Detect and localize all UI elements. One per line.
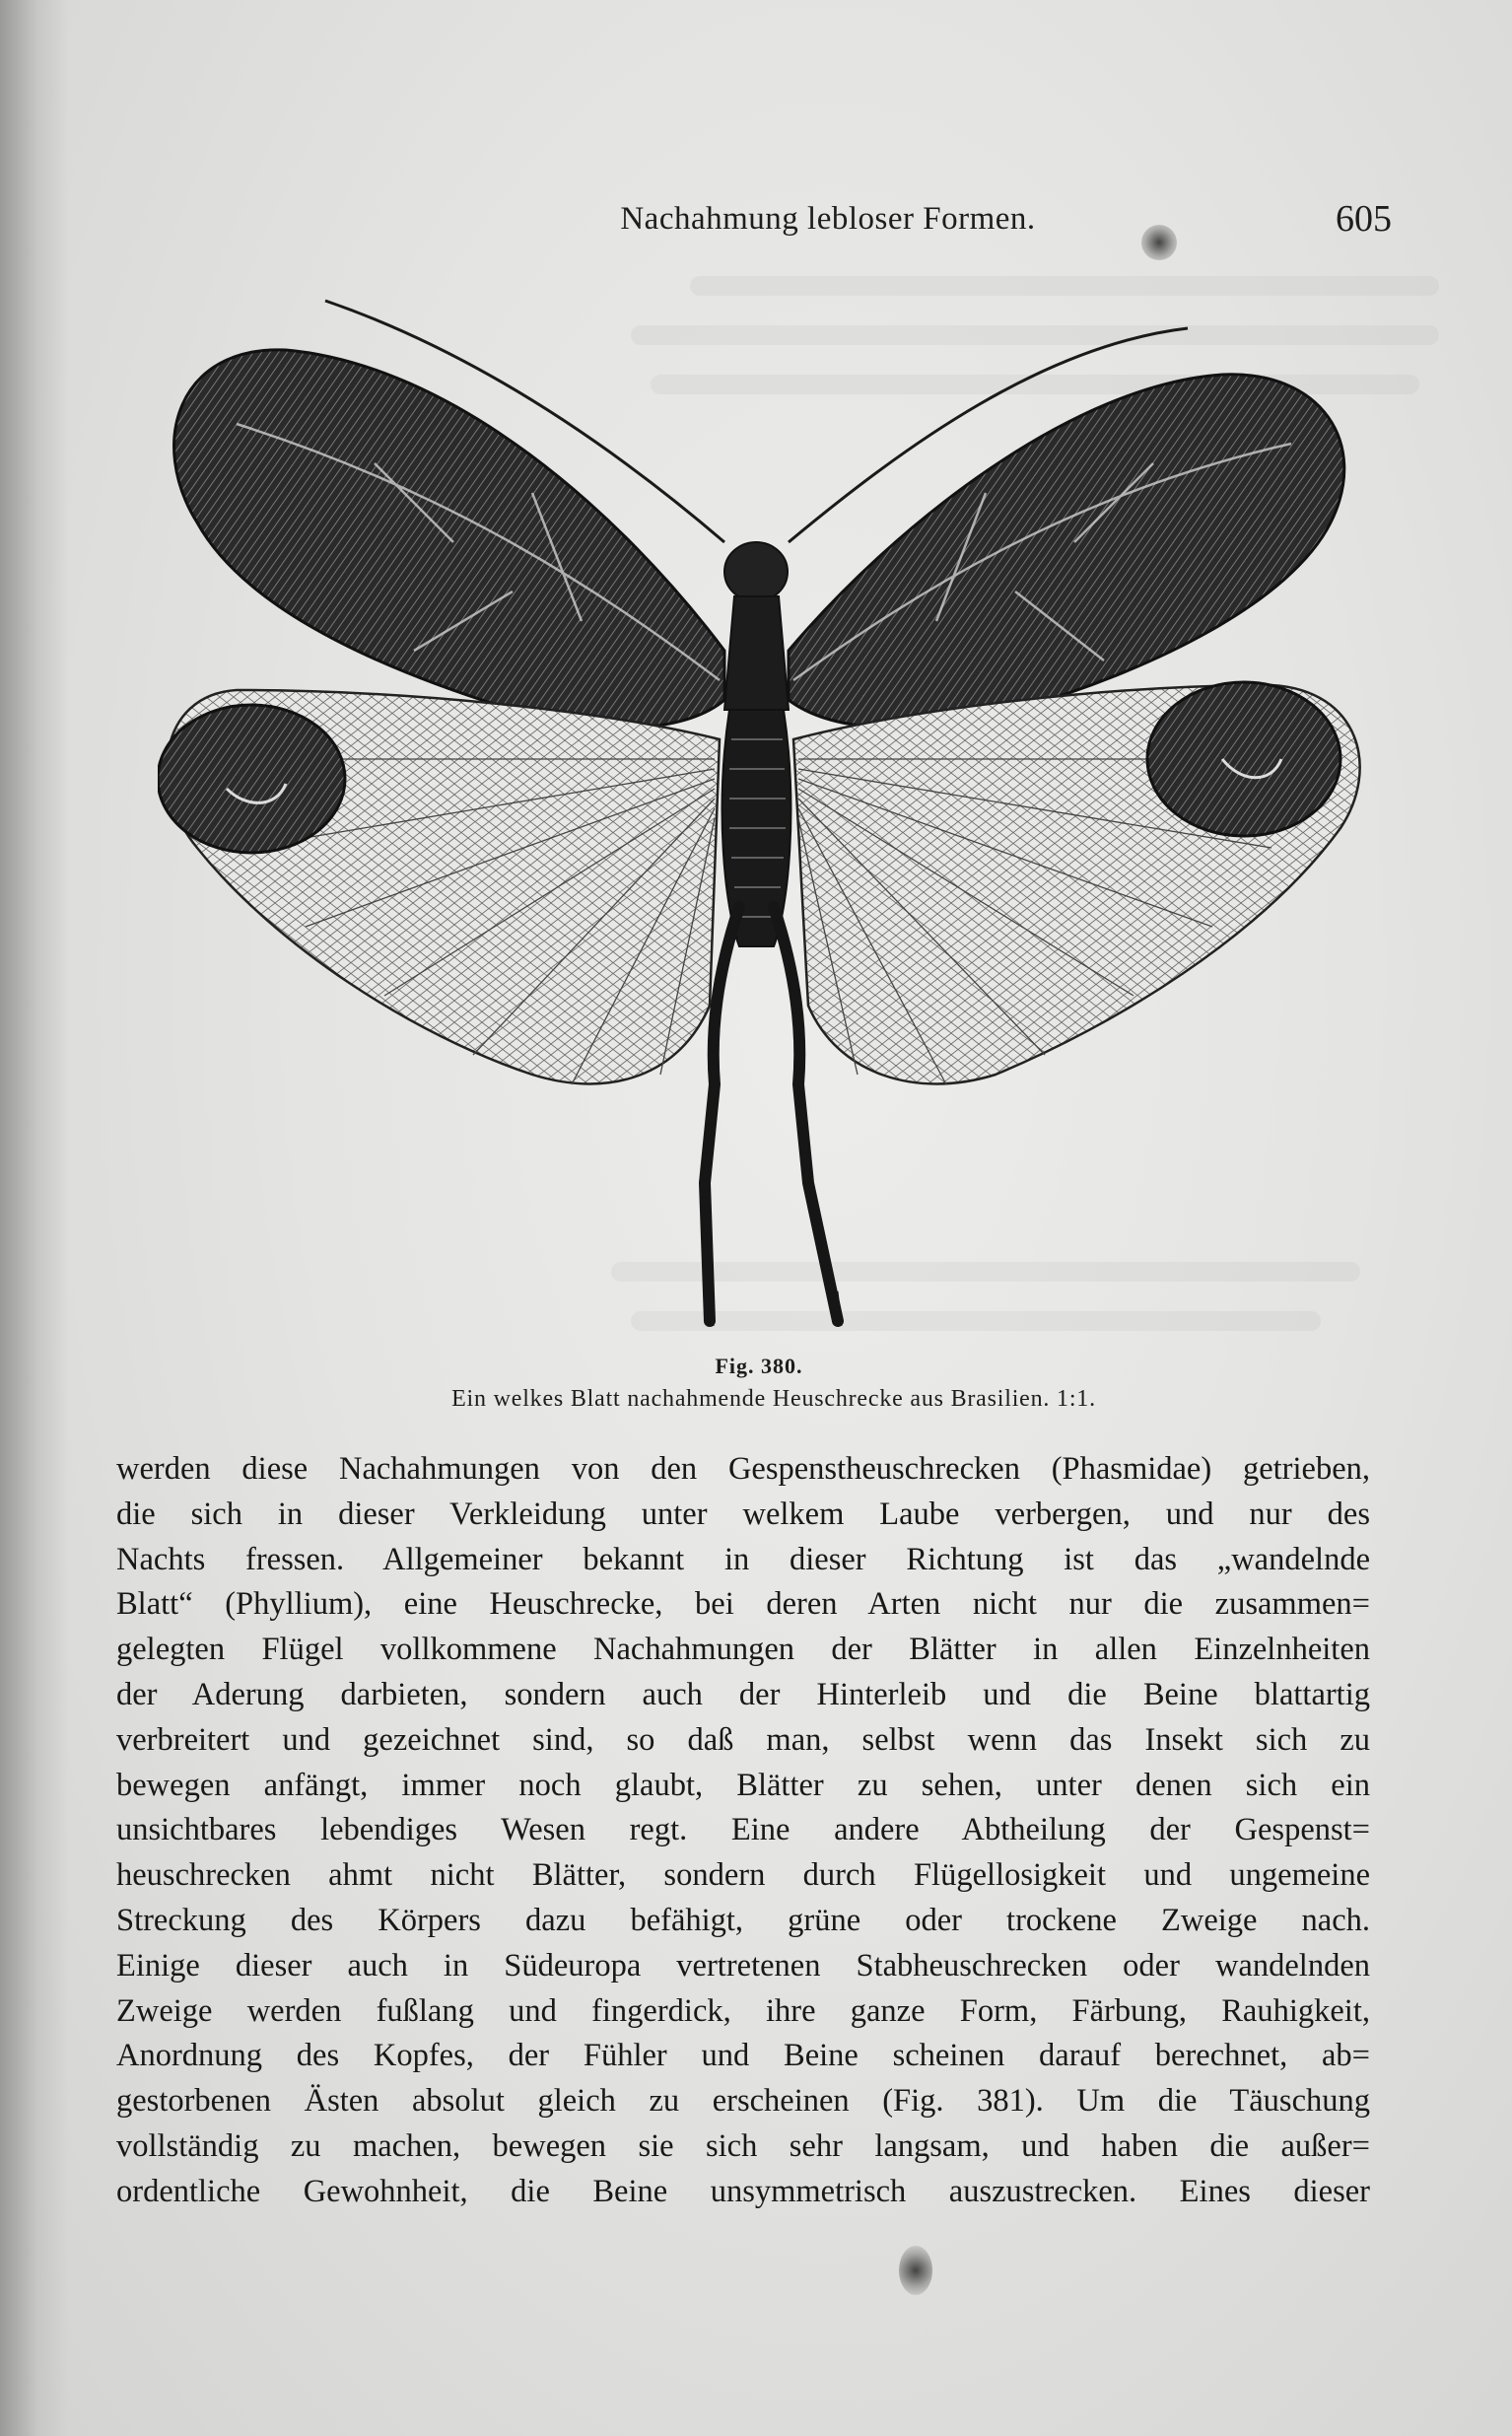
text-line: vollständig zu machen, bewegen sie sich sehr langsam, und haben die außer=: [116, 2127, 1370, 2164]
page-number: 605: [1336, 198, 1392, 240]
text-line: Zweige werden fußlang und fingerdick, ihre ganze Form, Färbung, Rauhigkeit,: [116, 1992, 1370, 2029]
figure-number: Fig. 380.: [715, 1354, 803, 1378]
figure-illustration: [158, 296, 1390, 1341]
left-eyespot: [158, 705, 345, 853]
leg-tarsi: [712, 1291, 840, 1326]
text-line: gelegten Flügel vollkommene Nachahmungen der Blätter in allen Einzelnheiten: [116, 1632, 1370, 1668]
page-gutter-shadow: [0, 0, 69, 2436]
text-line: gestorbenen Ästen absolut gleich zu erscheinen (Fig. 381). Um die Täuschung: [116, 2083, 1370, 2120]
running-header: [118, 193, 1400, 252]
text-line: verbreitert und gezeichnet sind, so daß man, selbst wenn das Insekt sich zu: [116, 1721, 1370, 1758]
bleed-through-mark: [690, 276, 1439, 296]
text-line: die sich in dieser Verkleidung unter welkem Laube verbergen, und nur des: [116, 1496, 1370, 1532]
text-line: ordentliche Gewohnheit, die Beine unsymmetrisch auszustrecken. Eines dieser: [116, 2173, 1370, 2209]
figure-caption-block: [118, 1351, 1400, 1416]
text-line: bewegen anfängt, immer noch glaubt, Blätter zu sehen, unter denen sich ein: [116, 1767, 1370, 1803]
body-text: [116, 1447, 1370, 2215]
figure-caption: Ein welkes Blatt nachahmende Heuschrecke aus Brasilien. 1:1.: [451, 1386, 1096, 1412]
ink-smudge: [899, 2246, 932, 2295]
text-line: der Aderung darbieten, sondern auch der Hinterleib und die Beine blattartig: [116, 1676, 1370, 1712]
text-line: Einige dieser auch in Südeuropa vertretenen Stabheuschrecken oder wandelnden: [116, 1947, 1370, 1984]
thorax: [724, 596, 789, 710]
right-eyespot: [1147, 682, 1340, 836]
running-title: Nachahmung lebloser Formen.: [620, 201, 1036, 237]
head: [724, 542, 788, 601]
text-line: heuschrecken ahmt nicht Blätter, sondern durch Flügellosigkeit und ungemeine: [116, 1857, 1370, 1894]
text-line: Anordnung des Kopfes, der Fühler und Beine scheinen darauf berechnet, ab=: [116, 2038, 1370, 2074]
right-forewing: [789, 375, 1344, 728]
text-line: werden diese Nachahmungen von den Gespenstheuschrecken (Phasmidae) getrieben,: [116, 1451, 1370, 1487]
grasshopper-engraving: [158, 296, 1390, 1341]
text-line: Streckung des Körpers dazu befähigt, grüne oder trockene Zweige nach.: [116, 1902, 1370, 1938]
text-line: Nachts fressen. Allgemeiner bekannt in dieser Richtung ist das „wandelnde: [116, 1541, 1370, 1577]
text-line: Blatt“ (Phyllium), eine Heuschrecke, bei deren Arten nicht nur die zusammen=: [116, 1586, 1370, 1623]
text-line: unsichtbares lebendiges Wesen regt. Eine andere Abtheilung der Gespenst=: [116, 1812, 1370, 1848]
